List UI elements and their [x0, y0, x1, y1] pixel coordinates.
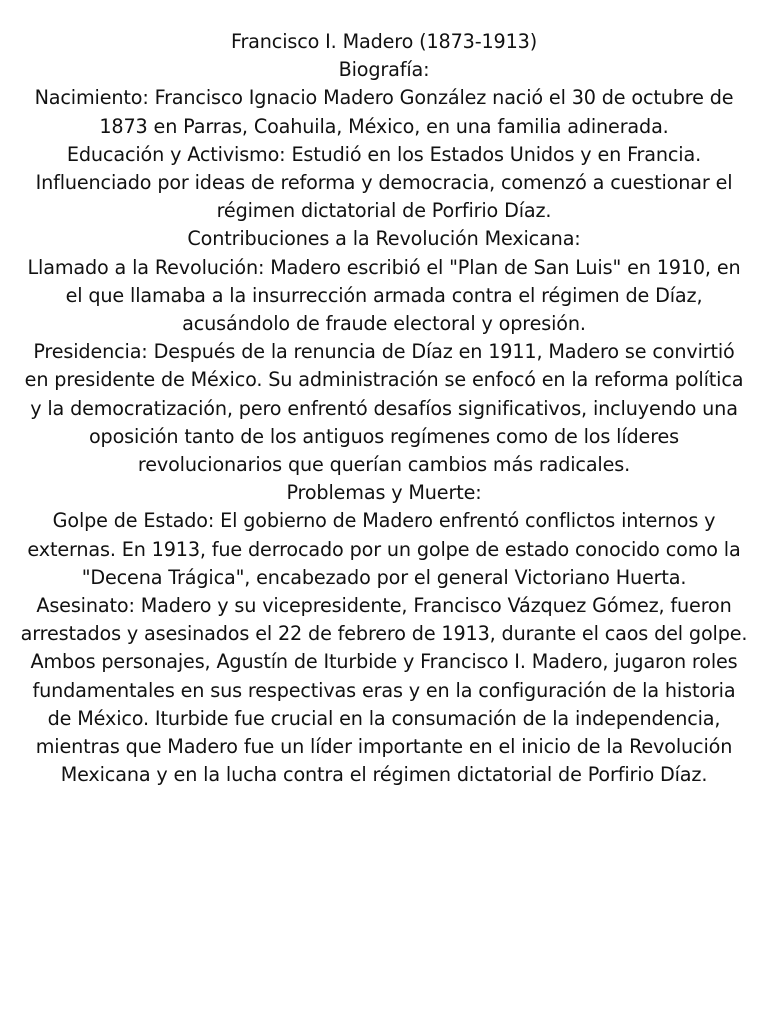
document-body — [20, 28, 748, 789]
paragraph-golpe: Golpe de Estado: El gobierno de Madero enfrentó conflictos internos y externas. En 1913, fue derrocado por un golpe de estado conocido como la "Decena Trágica", encabezado por el general Victoriano Huerta. — [27, 509, 741, 589]
paragraph-conclusion: Ambos personajes, Agustín de Iturbide y Francisco I. Madero, jugaron roles fundamentales en sus respectivas eras y en la configuración de la historia de México. Iturbide fue crucial en la consumación de la independencia, mientras que Madero fue un líder importante en el inicio de la Revolución Mexicana y en la lucha contra el régimen dictatorial de Porfirio Díaz. — [30, 650, 738, 787]
paragraph-nacimiento: Nacimiento: Francisco Ignacio Madero González nació el 30 de octubre de 1873 en Parras, Coahuila, México, en una familia adinerada. — [34, 86, 734, 138]
paragraph-presidencia: Presidencia: Después de la renuncia de Díaz en 1911, Madero se convirtió en presidente de México. Su administración se enfocó en la reforma política y la democratización, pero enfrentó desafíos significativos, incluyendo una oposición tanto de los antiguos regímenes como de los líderes revolucionarios que querían cambios más radicales. — [24, 340, 744, 477]
section-heading-biografia: Biografía: — [338, 58, 430, 82]
paragraph-educacion: Educación y Activismo: Estudió en los Estados Unidos y en Francia. Influenciado por ideas de reforma y democracia, comenzó a cuestionar el régimen dictatorial de Porfirio Díaz. — [35, 142, 733, 223]
paragraph-llamado: Llamado a la Revolución: Madero escribió el "Plan de San Luis" en 1910, en el que llamaba a la insurrección armada contra el régimen de Díaz, acusándolo de fraude electoral y opresión. — [27, 255, 741, 336]
paragraph-asesinato: Asesinato: Madero y su vicepresidente, Francisco Vázquez Gómez, fueron arrestados y asesinados el 22 de febrero de 1913, durante el caos del golpe. — [20, 594, 748, 646]
section-heading-contribuciones: Contribuciones a la Revolución Mexicana: — [187, 227, 581, 251]
section-heading-problemas: Problemas y Muerte: — [286, 481, 482, 505]
document-title: Francisco I. Madero (1873-1913) — [230, 30, 538, 53]
